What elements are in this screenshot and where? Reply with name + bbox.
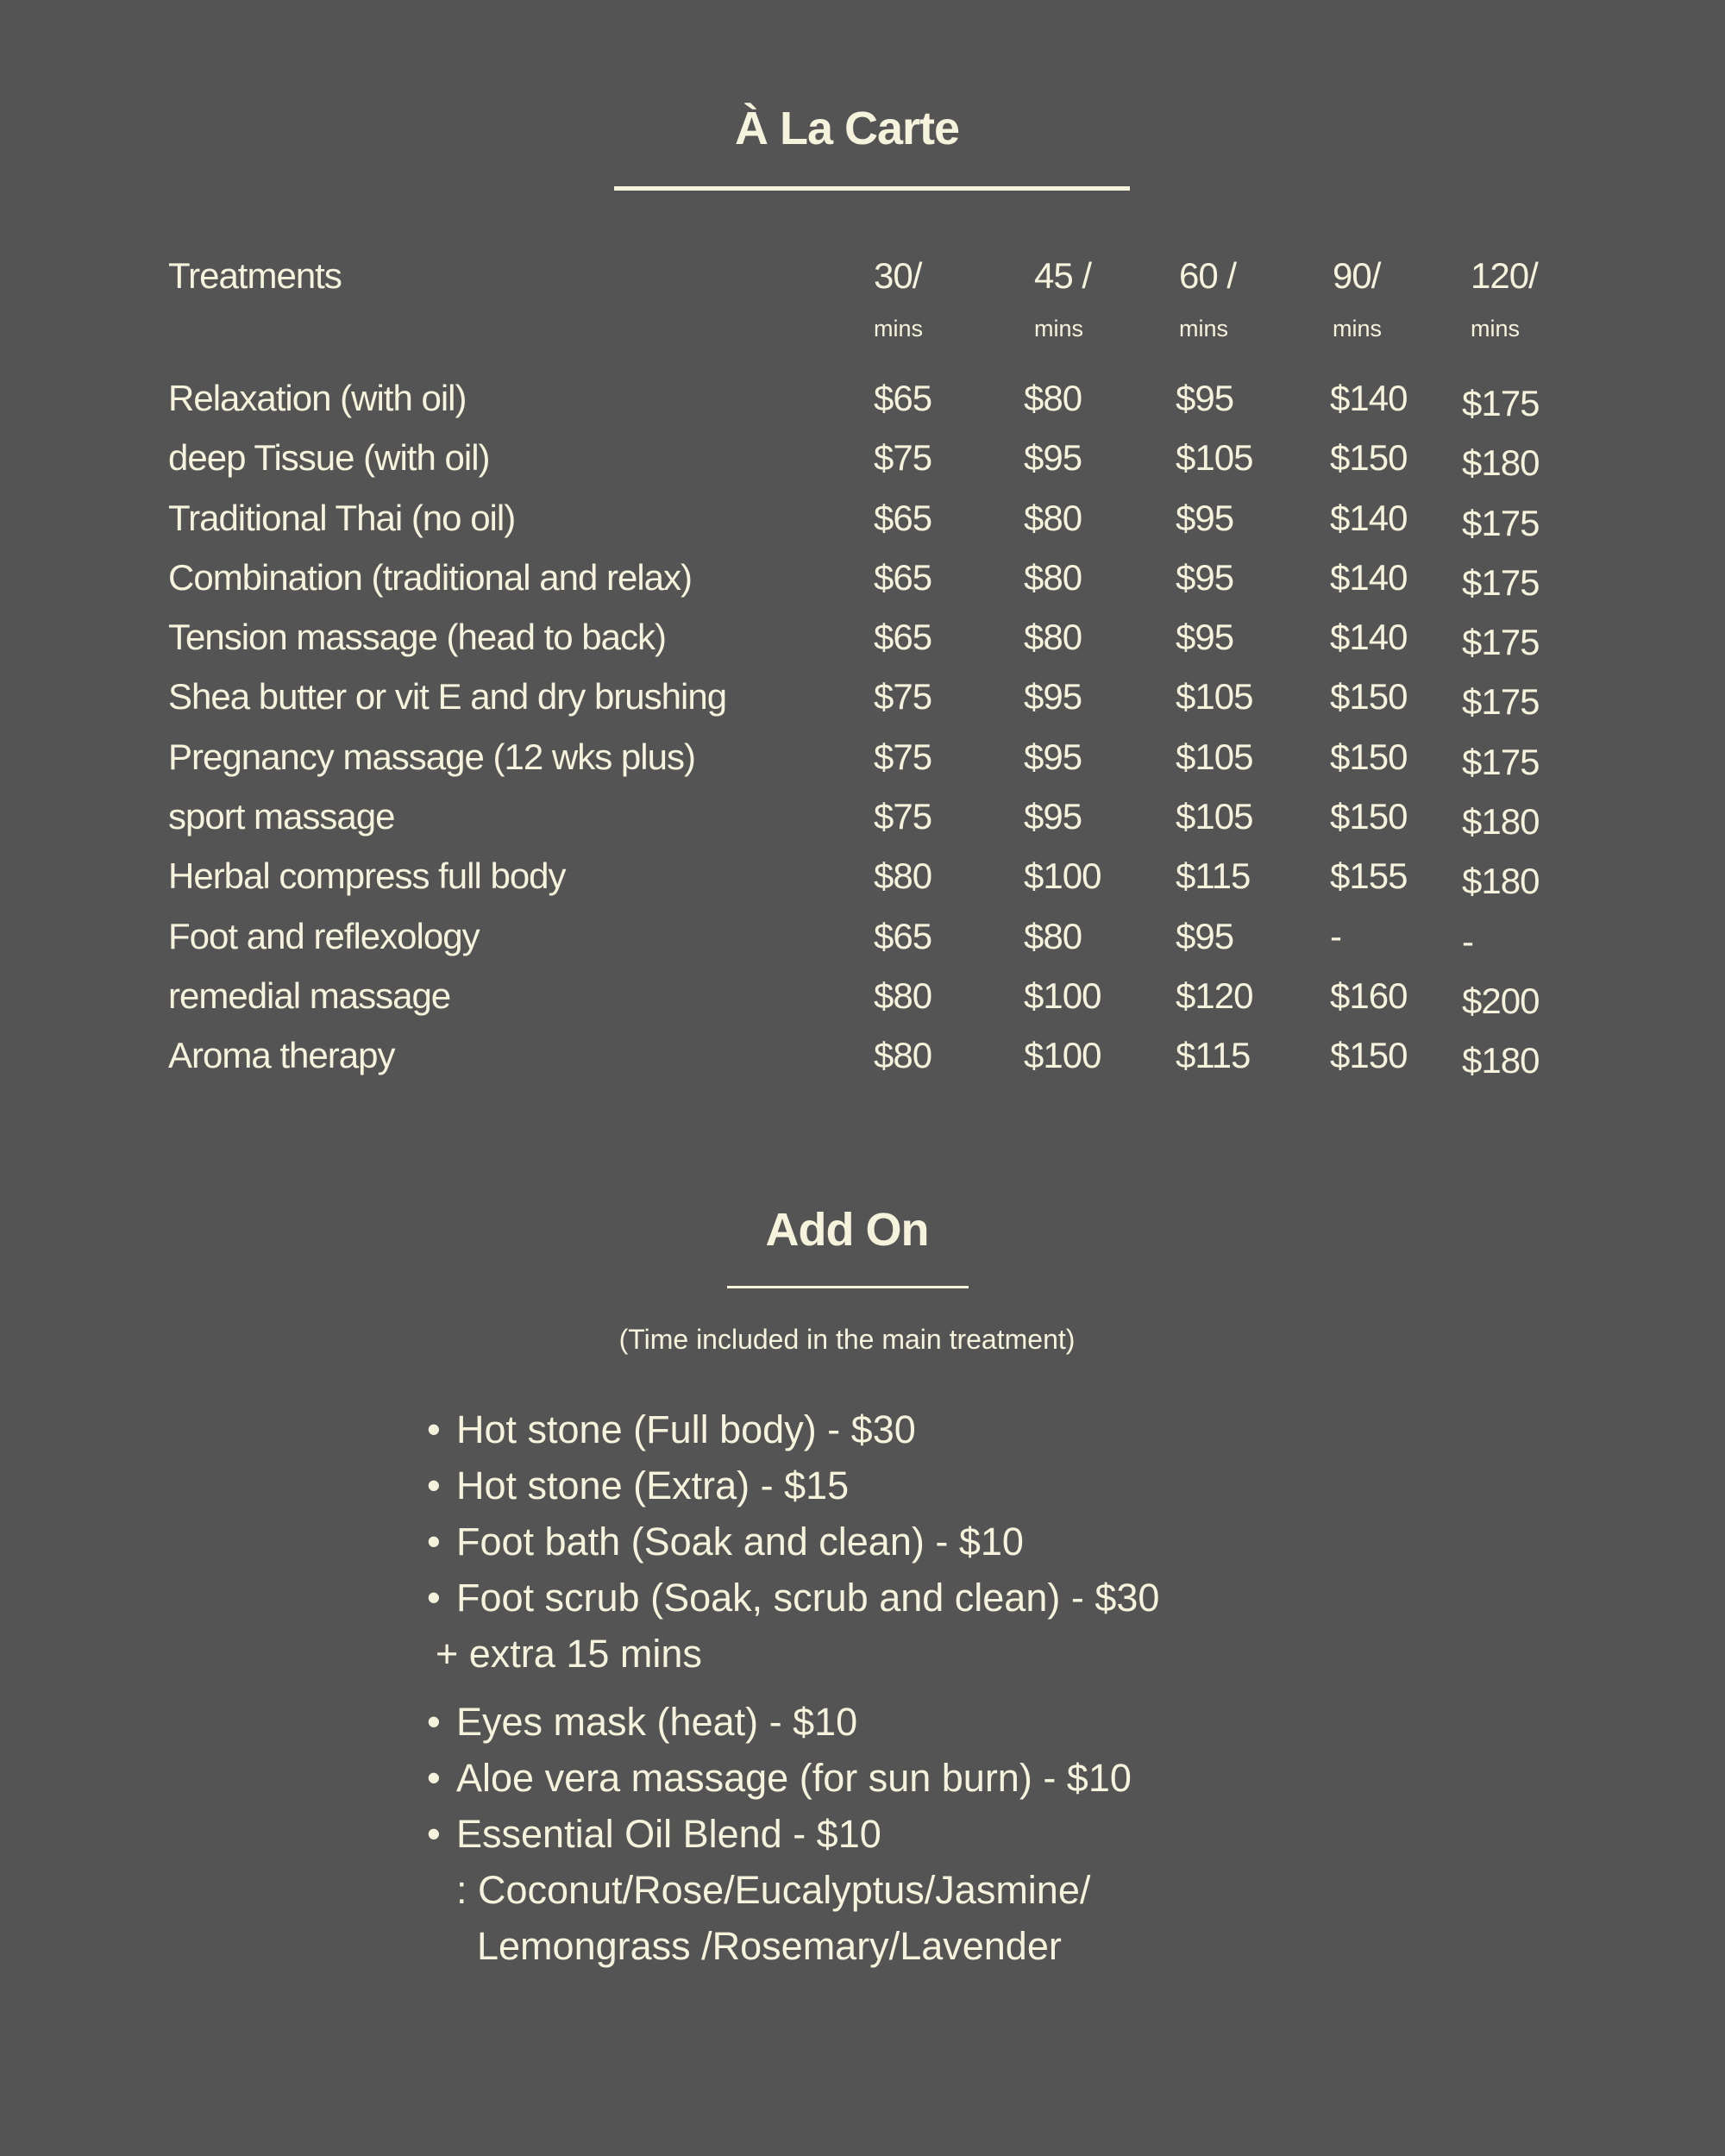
treatment-name: Herbal compress full body bbox=[168, 856, 566, 897]
treatment-price: $150 bbox=[1330, 437, 1408, 479]
treatment-name: Tension massage (head to back) bbox=[168, 617, 667, 658]
treatment-name: remedial massage bbox=[168, 975, 451, 1016]
treatment-price: $80 bbox=[1024, 617, 1082, 658]
column-unit: mins bbox=[1333, 316, 1383, 342]
add-on-note: (Time included in the main treatment) bbox=[618, 1324, 1076, 1355]
add-on-item-text: Aloe vera massage (for sun burn) - $10 bbox=[456, 1756, 1132, 1800]
treatment-price: $65 bbox=[874, 497, 932, 538]
treatment-price: $80 bbox=[1024, 497, 1082, 538]
treatment-price: $140 bbox=[1330, 378, 1408, 418]
treatment-price: $175 bbox=[1462, 561, 1540, 603]
treatment-price: $140 bbox=[1330, 556, 1408, 598]
treatment-price: $180 bbox=[1462, 442, 1540, 484]
add-on-item bbox=[427, 1812, 1159, 1868]
bullet: • bbox=[427, 1700, 441, 1744]
essential-oil-list-line-2: Lemongrass /Rosemary/Lavender bbox=[477, 1924, 1062, 1968]
treatment-price: $105 bbox=[1176, 437, 1253, 479]
treatment-price: $100 bbox=[1024, 975, 1101, 1016]
treatment-price: $95 bbox=[1176, 617, 1234, 658]
treatment-price: $95 bbox=[1176, 497, 1234, 538]
add-on-item-text: Hot stone (Full body) - $30 bbox=[456, 1407, 916, 1451]
add-on-item bbox=[427, 1520, 1159, 1576]
treatment-price: $175 bbox=[1462, 622, 1540, 663]
column-header-treatments bbox=[168, 255, 342, 297]
treatment-price: $65 bbox=[874, 915, 932, 956]
bullet: • bbox=[427, 1463, 441, 1507]
treatment-price: $150 bbox=[1330, 736, 1408, 777]
treatment-name: Foot and reflexology bbox=[168, 915, 480, 956]
essential-oil-list-line-1: : Coconut/Rose/Eucalyptus/Jasmine/ bbox=[456, 1868, 1091, 1912]
treatment-price: $140 bbox=[1330, 497, 1408, 538]
add-on-item-text: Essential Oil Blend - $10 bbox=[456, 1812, 881, 1856]
column-header-60 bbox=[1179, 255, 1236, 342]
treatment-price: $105 bbox=[1176, 676, 1253, 718]
treatment-name: deep Tissue (with oil) bbox=[168, 437, 490, 479]
column-unit: mins bbox=[1179, 316, 1229, 342]
column-label: 60 / bbox=[1179, 255, 1237, 296]
bullet: • bbox=[427, 1407, 441, 1451]
add-on-item-text: Foot bath (Soak and clean) - $10 bbox=[456, 1520, 1024, 1564]
treatment-price: $175 bbox=[1462, 383, 1540, 423]
treatment-price: $180 bbox=[1462, 861, 1540, 902]
bullet: • bbox=[427, 1520, 441, 1564]
treatment-price: - bbox=[1462, 920, 1473, 962]
treatment-row bbox=[0, 378, 1725, 437]
treatment-price: $100 bbox=[1024, 856, 1101, 897]
treatment-price: $75 bbox=[874, 676, 932, 718]
column-unit: mins bbox=[1034, 316, 1084, 342]
treatment-price: $150 bbox=[1330, 676, 1408, 718]
column-header-30 bbox=[874, 255, 923, 342]
treatment-price: $175 bbox=[1462, 741, 1540, 782]
treatment-price: $95 bbox=[1024, 796, 1082, 837]
column-header-45 bbox=[1034, 255, 1091, 342]
title-underline bbox=[614, 186, 1130, 191]
column-header-120 bbox=[1471, 255, 1538, 342]
add-on-item-text: Hot stone (Extra) - $15 bbox=[456, 1463, 850, 1507]
treatment-row bbox=[0, 856, 1725, 915]
treatment-price: $150 bbox=[1330, 796, 1408, 837]
treatment-price: $80 bbox=[874, 856, 932, 897]
foot-scrub-extra-time: + extra 15 mins bbox=[436, 1632, 702, 1676]
treatment-price: $80 bbox=[874, 1035, 932, 1076]
treatment-price: $95 bbox=[1024, 736, 1082, 777]
treatment-price: $95 bbox=[1176, 915, 1234, 956]
column-label: 45 / bbox=[1034, 255, 1092, 296]
treatment-name: Aroma therapy bbox=[168, 1035, 395, 1076]
treatment-row bbox=[0, 916, 1725, 975]
treatment-price: $75 bbox=[874, 736, 932, 777]
treatment-price: $75 bbox=[874, 796, 932, 837]
treatment-price: $65 bbox=[874, 378, 932, 418]
column-unit: mins bbox=[874, 316, 924, 342]
column-unit: mins bbox=[1471, 316, 1521, 342]
treatment-price: $80 bbox=[874, 975, 932, 1016]
treatment-row bbox=[0, 498, 1725, 557]
add-on-item bbox=[427, 1407, 1159, 1463]
treatment-price: $75 bbox=[874, 437, 932, 479]
treatment-price: $120 bbox=[1176, 975, 1253, 1016]
treatment-row bbox=[0, 557, 1725, 617]
treatment-price: $200 bbox=[1462, 980, 1540, 1021]
treatment-row bbox=[0, 796, 1725, 856]
treatment-price: $95 bbox=[1024, 676, 1082, 718]
treatment-price: $180 bbox=[1462, 801, 1540, 843]
bullet: • bbox=[427, 1576, 441, 1620]
treatment-price: $65 bbox=[874, 617, 932, 658]
treatment-price: $175 bbox=[1462, 502, 1540, 543]
treatment-price: $95 bbox=[1176, 378, 1234, 418]
treatment-price: $155 bbox=[1330, 856, 1408, 897]
treatment-price: $80 bbox=[1024, 915, 1082, 956]
add-on-list bbox=[427, 1407, 1159, 1980]
treatment-row bbox=[0, 617, 1725, 676]
treatment-price: $95 bbox=[1176, 556, 1234, 598]
column-label: 30/ bbox=[874, 255, 922, 296]
treatment-name: sport massage bbox=[168, 796, 395, 837]
column-label: 90/ bbox=[1333, 255, 1381, 296]
treatment-row bbox=[0, 676, 1725, 736]
add-on-item bbox=[427, 1463, 1159, 1520]
add-on-item bbox=[427, 1700, 1159, 1756]
bullet: • bbox=[427, 1812, 441, 1856]
a-la-carte-title: À La Carte bbox=[734, 103, 960, 154]
treatment-price: $140 bbox=[1330, 617, 1408, 658]
treatment-price: - bbox=[1330, 915, 1341, 956]
treatment-row bbox=[0, 1035, 1725, 1094]
column-label: Treatments bbox=[168, 255, 342, 296]
treatment-name: Relaxation (with oil) bbox=[168, 378, 467, 418]
treatment-row bbox=[0, 975, 1725, 1035]
add-on-item bbox=[427, 1756, 1159, 1812]
add-on-item-text: Foot scrub (Soak, scrub and clean) - $30 bbox=[456, 1576, 1160, 1620]
treatment-price: $105 bbox=[1176, 796, 1253, 837]
treatment-price: $80 bbox=[1024, 378, 1082, 418]
column-header-90 bbox=[1333, 255, 1382, 342]
treatment-name: Shea butter or vit E and dry brushing bbox=[168, 676, 727, 718]
treatment-price: $100 bbox=[1024, 1035, 1101, 1076]
treatment-price-table bbox=[0, 378, 1725, 1095]
treatment-name: Pregnancy massage (12 wks plus) bbox=[168, 736, 695, 777]
treatment-price: $65 bbox=[874, 556, 932, 598]
treatment-price: $105 bbox=[1176, 736, 1253, 777]
bullet: • bbox=[427, 1756, 441, 1800]
add-on-title: Add On bbox=[765, 1204, 929, 1256]
treatment-price: $180 bbox=[1462, 1040, 1540, 1081]
treatment-price: $160 bbox=[1330, 975, 1408, 1016]
add-on-item bbox=[427, 1576, 1159, 1632]
column-label: 120/ bbox=[1471, 255, 1538, 296]
treatment-price: $115 bbox=[1176, 856, 1251, 897]
treatment-price: $95 bbox=[1024, 437, 1082, 479]
treatment-price: $80 bbox=[1024, 556, 1082, 598]
treatment-name: Combination (traditional and relax) bbox=[168, 556, 692, 598]
treatment-price: $175 bbox=[1462, 681, 1540, 723]
treatment-row bbox=[0, 437, 1725, 497]
add-on-item-text: Eyes mask (heat) - $10 bbox=[456, 1700, 858, 1744]
add-on-underline bbox=[727, 1286, 969, 1288]
treatment-price: $115 bbox=[1176, 1035, 1251, 1076]
treatment-price: $150 bbox=[1330, 1035, 1408, 1076]
treatment-name: Traditional Thai (no oil) bbox=[168, 497, 516, 538]
treatment-row bbox=[0, 736, 1725, 796]
